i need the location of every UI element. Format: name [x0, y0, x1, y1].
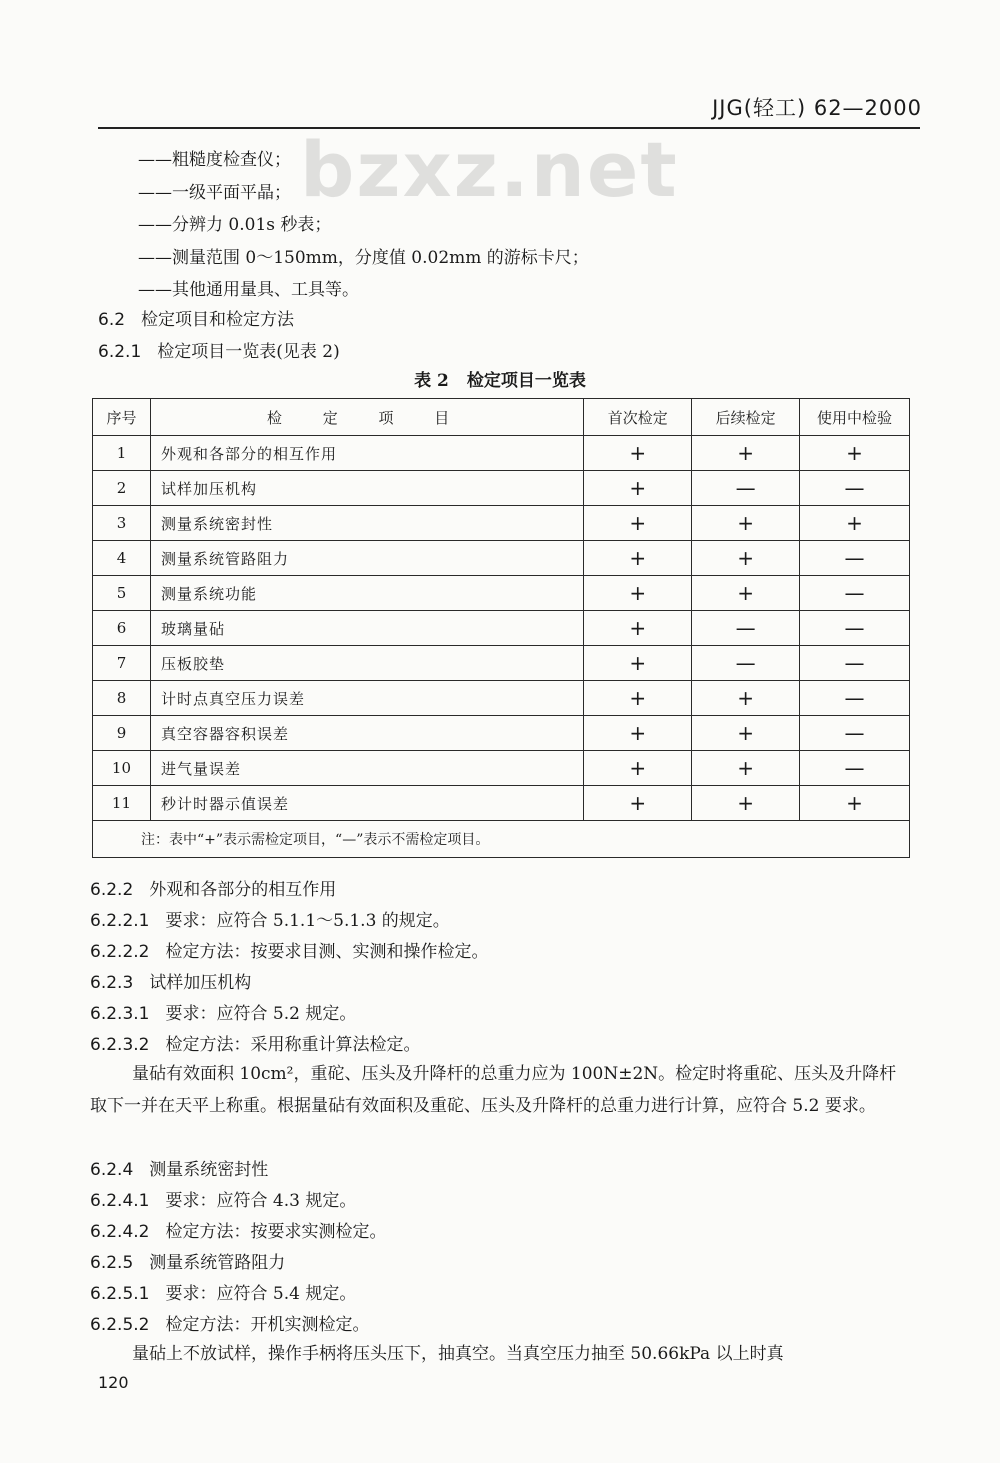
header-in-use: 使用中检验	[800, 399, 910, 436]
row-no: 1	[93, 436, 151, 471]
section-heading: 6.2.2.2 检定方法：按要求目测、实测和操作检定。	[90, 942, 489, 962]
section-heading: 6.2.5 测量系统管路阻力	[90, 1253, 286, 1273]
section-heading: 6.2.2 外观和各部分的相互作用	[90, 880, 337, 900]
row-no: 7	[93, 646, 151, 681]
row-in-use: +	[800, 506, 910, 541]
row-first: +	[584, 751, 692, 786]
equipment-item: ——分辨力 0.01s 秒表；	[138, 215, 332, 235]
row-subsequent: —	[692, 611, 800, 646]
row-item: 压板胶垫	[150, 646, 583, 681]
section-heading: 6.2.3 试样加压机构	[90, 973, 252, 993]
table-row	[93, 436, 910, 471]
row-subsequent: +	[692, 576, 800, 611]
row-item: 真空容器容积误差	[150, 716, 583, 751]
row-no: 2	[93, 471, 151, 506]
row-subsequent: —	[692, 471, 800, 506]
table-row	[93, 611, 910, 646]
section-heading: 6.2.4.2 检定方法：按要求实测检定。	[90, 1222, 387, 1242]
row-first: +	[584, 541, 692, 576]
header-subsequent: 后续检定	[692, 399, 800, 436]
row-first: +	[584, 786, 692, 821]
row-item: 测量系统功能	[150, 576, 583, 611]
row-first: +	[584, 506, 692, 541]
row-first: +	[584, 436, 692, 471]
row-first: +	[584, 646, 692, 681]
row-item: 测量系统密封性	[150, 506, 583, 541]
row-no: 6	[93, 611, 151, 646]
row-in-use: +	[800, 786, 910, 821]
row-in-use: +	[800, 436, 910, 471]
row-no: 11	[93, 786, 151, 821]
page-header-title: JJG(轻工) 62—2000	[712, 96, 922, 120]
equipment-item: ——测量范围 0～150mm，分度值 0.02mm 的游标卡尺；	[138, 248, 589, 268]
section-heading: 6.2.5.1 要求：应符合 5.4 规定。	[90, 1284, 357, 1304]
section-heading: 6.2.3.1 要求：应符合 5.2 规定。	[90, 1004, 357, 1024]
row-in-use: —	[800, 646, 910, 681]
section-heading: 6.2 检定项目和检定方法	[98, 310, 295, 330]
table-row	[93, 786, 910, 821]
table-caption: 表 2 检定项目一览表	[414, 371, 586, 391]
row-subsequent: —	[692, 646, 800, 681]
equipment-item: ——一级平面平晶；	[138, 183, 291, 203]
row-subsequent: +	[692, 716, 800, 751]
row-subsequent: +	[692, 751, 800, 786]
header-no: 序号	[93, 399, 151, 436]
table-row	[93, 506, 910, 541]
row-no: 10	[93, 751, 151, 786]
section-heading: 6.2.4 测量系统密封性	[90, 1160, 269, 1180]
table-note-row	[93, 821, 910, 858]
row-item: 外观和各部分的相互作用	[150, 436, 583, 471]
row-no: 8	[93, 681, 151, 716]
table-note: 注：表中“+”表示需检定项目，“—”表示不需检定项目。	[93, 821, 910, 858]
row-item: 玻璃量砧	[150, 611, 583, 646]
section-heading: 6.2.4.1 要求：应符合 4.3 规定。	[90, 1191, 357, 1211]
section-heading: 6.2.1 检定项目一览表(见表 2)	[98, 342, 340, 362]
table-row	[93, 716, 910, 751]
table-header-row	[93, 399, 910, 436]
table-row	[93, 646, 910, 681]
page-number: 120	[98, 1373, 129, 1392]
row-first: +	[584, 716, 692, 751]
row-first: +	[584, 576, 692, 611]
table-row	[93, 751, 910, 786]
table-row	[93, 681, 910, 716]
row-item: 秒计时器示值误差	[150, 786, 583, 821]
row-no: 3	[93, 506, 151, 541]
row-item: 试样加压机构	[150, 471, 583, 506]
row-in-use: —	[800, 576, 910, 611]
row-item: 计时点真空压力误差	[150, 681, 583, 716]
row-in-use: —	[800, 681, 910, 716]
row-item: 进气量误差	[150, 751, 583, 786]
paragraph: 量砧上不放试样，操作手柄将压头压下，抽真空。当真空压力抽至 50.66kPa 以上时真	[132, 1344, 784, 1364]
inspection-items-table	[92, 398, 910, 858]
section-heading: 6.2.5.2 检定方法：开机实测检定。	[90, 1315, 370, 1335]
row-no: 5	[93, 576, 151, 611]
row-in-use: —	[800, 471, 910, 506]
row-in-use: —	[800, 716, 910, 751]
row-subsequent: +	[692, 786, 800, 821]
row-item: 测量系统管路阻力	[150, 541, 583, 576]
row-subsequent: +	[692, 506, 800, 541]
row-in-use: —	[800, 751, 910, 786]
row-in-use: —	[800, 611, 910, 646]
row-first: +	[584, 471, 692, 506]
watermark: bzxz.net	[300, 125, 679, 214]
header-first: 首次检定	[584, 399, 692, 436]
row-no: 4	[93, 541, 151, 576]
row-first: +	[584, 611, 692, 646]
row-subsequent: +	[692, 436, 800, 471]
equipment-item: ——其他通用量具、工具等。	[138, 280, 359, 300]
row-in-use: —	[800, 541, 910, 576]
equipment-item: ——粗糙度检查仪；	[138, 150, 291, 170]
row-no: 9	[93, 716, 151, 751]
paragraph: 量砧有效面积 10cm²，重砣、压头及升降杆的总重力应为 100N±2N。检定时将重砣、压头及升降杆取下一并在天平上称重。根据量砧有效面积及重砣、压头及升降杆的总重力进行计算，应符合 5.2 要求。	[90, 1064, 897, 1116]
row-subsequent: +	[692, 681, 800, 716]
row-subsequent: +	[692, 541, 800, 576]
header-item: 检 定 项 目	[150, 399, 583, 436]
section-heading: 6.2.3.2 检定方法：采用称重计算法检定。	[90, 1035, 421, 1055]
section-heading: 6.2.2.1 要求：应符合 5.1.1～5.1.3 的规定。	[90, 911, 450, 931]
table-row	[93, 471, 910, 506]
row-first: +	[584, 681, 692, 716]
table-row	[93, 576, 910, 611]
table-row	[93, 541, 910, 576]
